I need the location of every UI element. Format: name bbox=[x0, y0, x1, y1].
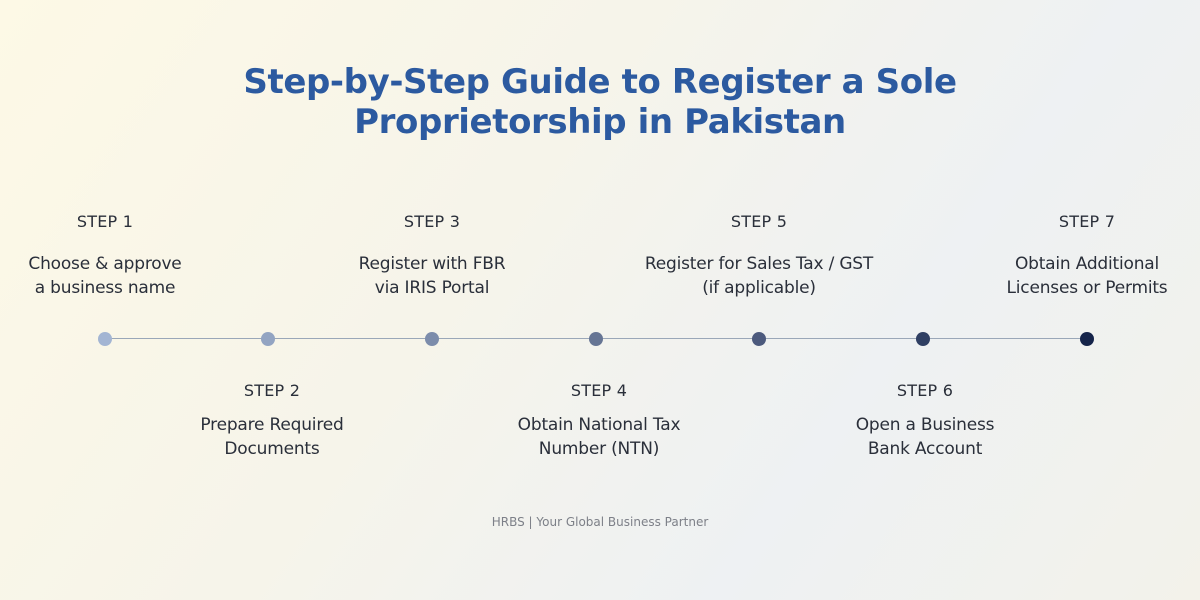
step-label: STEP 7 bbox=[1058, 212, 1116, 231]
step-description-line: (if applicable) bbox=[702, 278, 816, 298]
step-description-line: Bank Account bbox=[867, 439, 983, 459]
step-description bbox=[499, 413, 699, 461]
step-description bbox=[172, 413, 372, 461]
step-description-line: a business name bbox=[34, 278, 176, 298]
step-description bbox=[825, 413, 1025, 461]
step-description bbox=[332, 252, 532, 300]
step-description bbox=[987, 252, 1187, 300]
timeline-dot-step-3 bbox=[425, 332, 439, 346]
step-3 bbox=[332, 212, 532, 300]
timeline-dot-step-4 bbox=[589, 332, 603, 346]
step-description-line: Documents bbox=[224, 439, 320, 459]
step-description-line: Register for Sales Tax / GST bbox=[644, 254, 874, 274]
step-label: STEP 2 bbox=[243, 381, 301, 400]
step-label: STEP 4 bbox=[570, 381, 628, 400]
step-description-line: via IRIS Portal bbox=[374, 278, 490, 298]
step-description-line: Obtain Additional bbox=[1014, 254, 1160, 274]
timeline-dot-step-1 bbox=[98, 332, 112, 346]
step-description-line: Obtain National Tax bbox=[517, 415, 681, 435]
step-description-line: Register with FBR bbox=[358, 254, 506, 274]
timeline-dot-step-6 bbox=[916, 332, 930, 346]
step-4 bbox=[499, 381, 699, 461]
step-label: STEP 3 bbox=[403, 212, 461, 231]
step-description-line: Open a Business bbox=[855, 415, 995, 435]
step-1 bbox=[5, 212, 205, 300]
step-label: STEP 5 bbox=[730, 212, 788, 231]
step-6 bbox=[825, 381, 1025, 461]
step-description-line: Number (NTN) bbox=[538, 439, 660, 459]
page-title bbox=[0, 62, 1200, 142]
footer-tagline: HRBS | Your Global Business Partner bbox=[491, 515, 709, 529]
timeline-dot-step-5 bbox=[752, 332, 766, 346]
step-5 bbox=[629, 212, 889, 300]
step-description-line: Choose & approve bbox=[28, 254, 182, 274]
timeline-dot-step-2 bbox=[261, 332, 275, 346]
title-line-1: Step-by-Step Guide to Register a Sole bbox=[243, 62, 957, 102]
step-description bbox=[5, 252, 205, 300]
step-label: STEP 1 bbox=[76, 212, 134, 231]
title-line-2: Proprietorship in Pakistan bbox=[354, 102, 846, 142]
step-description bbox=[629, 252, 889, 300]
step-description-line: Prepare Required bbox=[200, 415, 344, 435]
step-2 bbox=[172, 381, 372, 461]
step-description-line: Licenses or Permits bbox=[1006, 278, 1168, 298]
step-7 bbox=[987, 212, 1187, 300]
timeline-dot-step-7 bbox=[1080, 332, 1094, 346]
step-label: STEP 6 bbox=[896, 381, 954, 400]
